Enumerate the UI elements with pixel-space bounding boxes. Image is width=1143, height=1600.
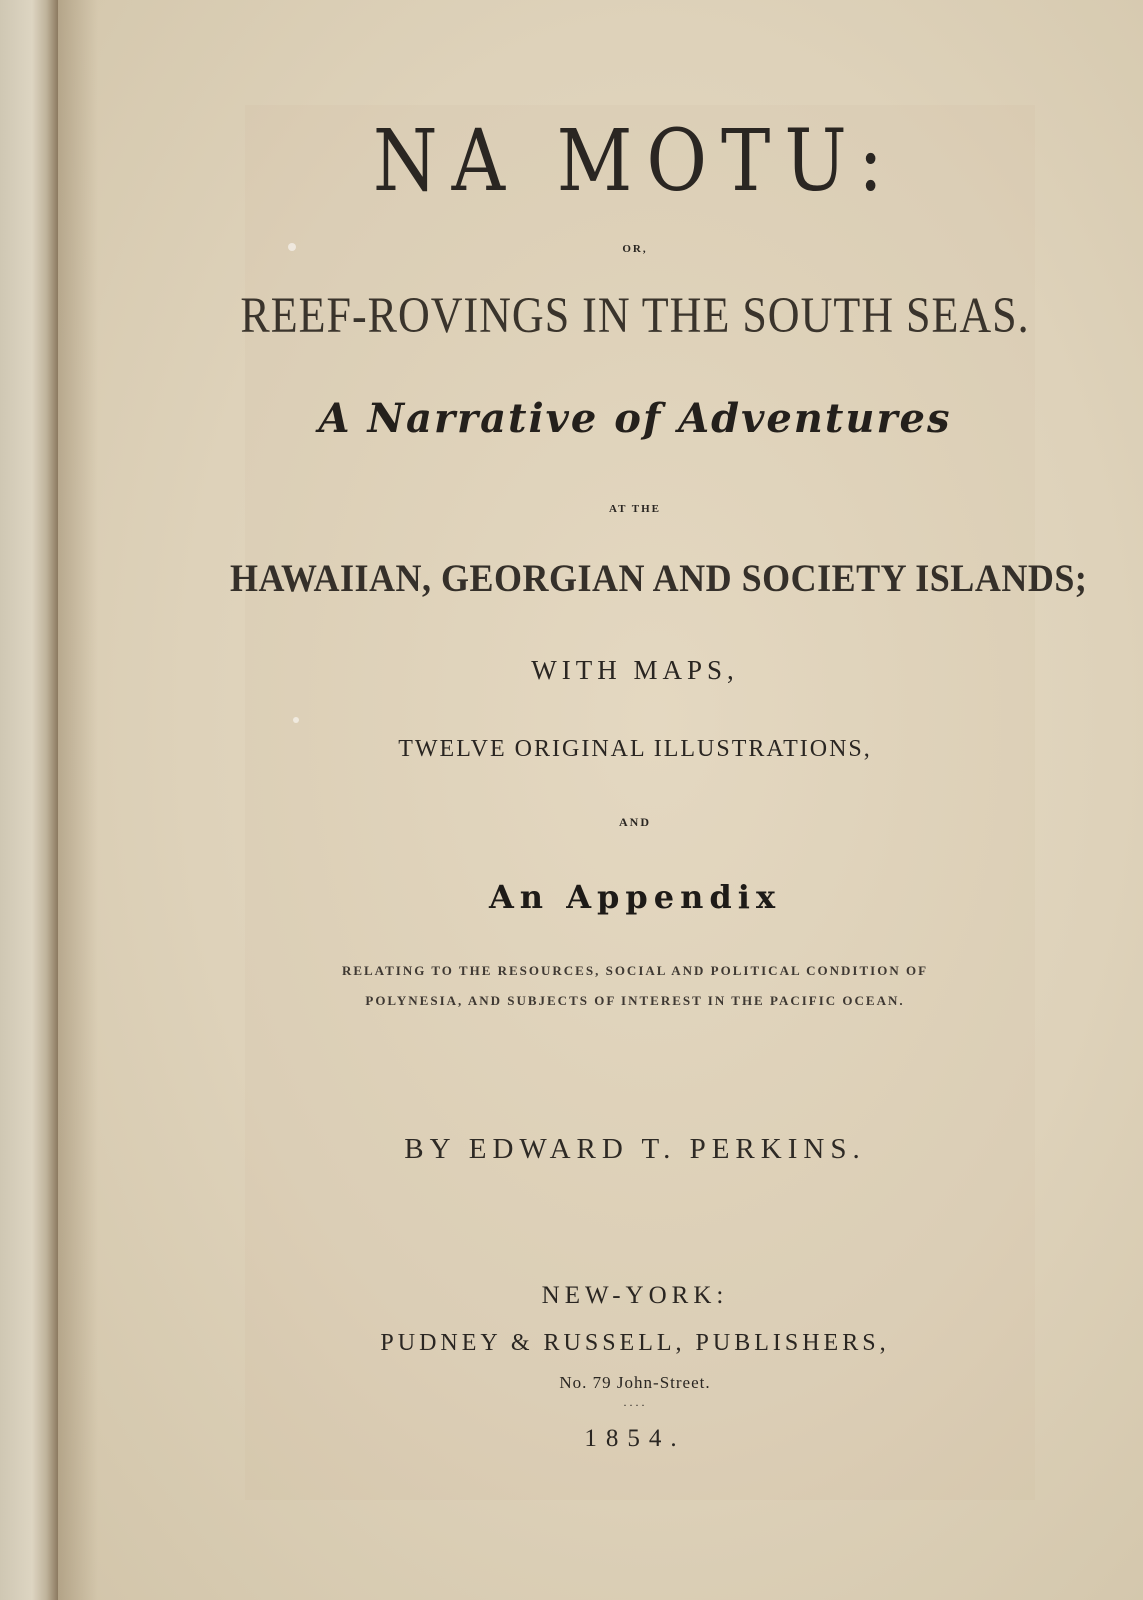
or-connector: OR, (622, 243, 648, 255)
narrative-line: A Narrative of Adventures (318, 395, 952, 442)
imprint-city: NEW-YORK: (541, 1282, 729, 1309)
paper-speck (293, 717, 299, 723)
page-edge (0, 0, 58, 1600)
with-maps-line: WITH MAPS, (531, 655, 739, 685)
appendix-line: An Appendix (488, 878, 782, 916)
imprint-address: No. 79 John-Street. (559, 1373, 711, 1392)
book-title: NA MOTU: (372, 111, 898, 211)
imprint-publisher: PUDNEY & RUSSELL, PUBLISHERS, (380, 1330, 890, 1356)
at-the-connector: AT THE (608, 503, 662, 515)
appendix-description-line-2: POLYNESIA, AND SUBJECTS OF INTEREST IN THE PACIFIC OCEAN. (365, 993, 905, 1008)
and-connector: AND (619, 815, 651, 829)
islands-line: HAWAIIAN, GEORGIAN AND SOCIETY ISLANDS; (230, 556, 1088, 600)
illustrations-line: TWELVE ORIGINAL ILLUSTRATIONS, (398, 736, 872, 762)
imprint-separator: ···· (623, 1398, 647, 1412)
imprint-year: 1854. (584, 1425, 686, 1452)
appendix-description-line-1: RELATING TO THE RESOURCES, SOCIAL AND POLITICAL CONDITION OF (341, 963, 929, 978)
book-subtitle: REEF-ROVINGS IN THE SOUTH SEAS. (240, 287, 1030, 344)
gutter-shadow (58, 0, 98, 1600)
author-line: BY EDWARD T. PERKINS. (404, 1133, 866, 1165)
